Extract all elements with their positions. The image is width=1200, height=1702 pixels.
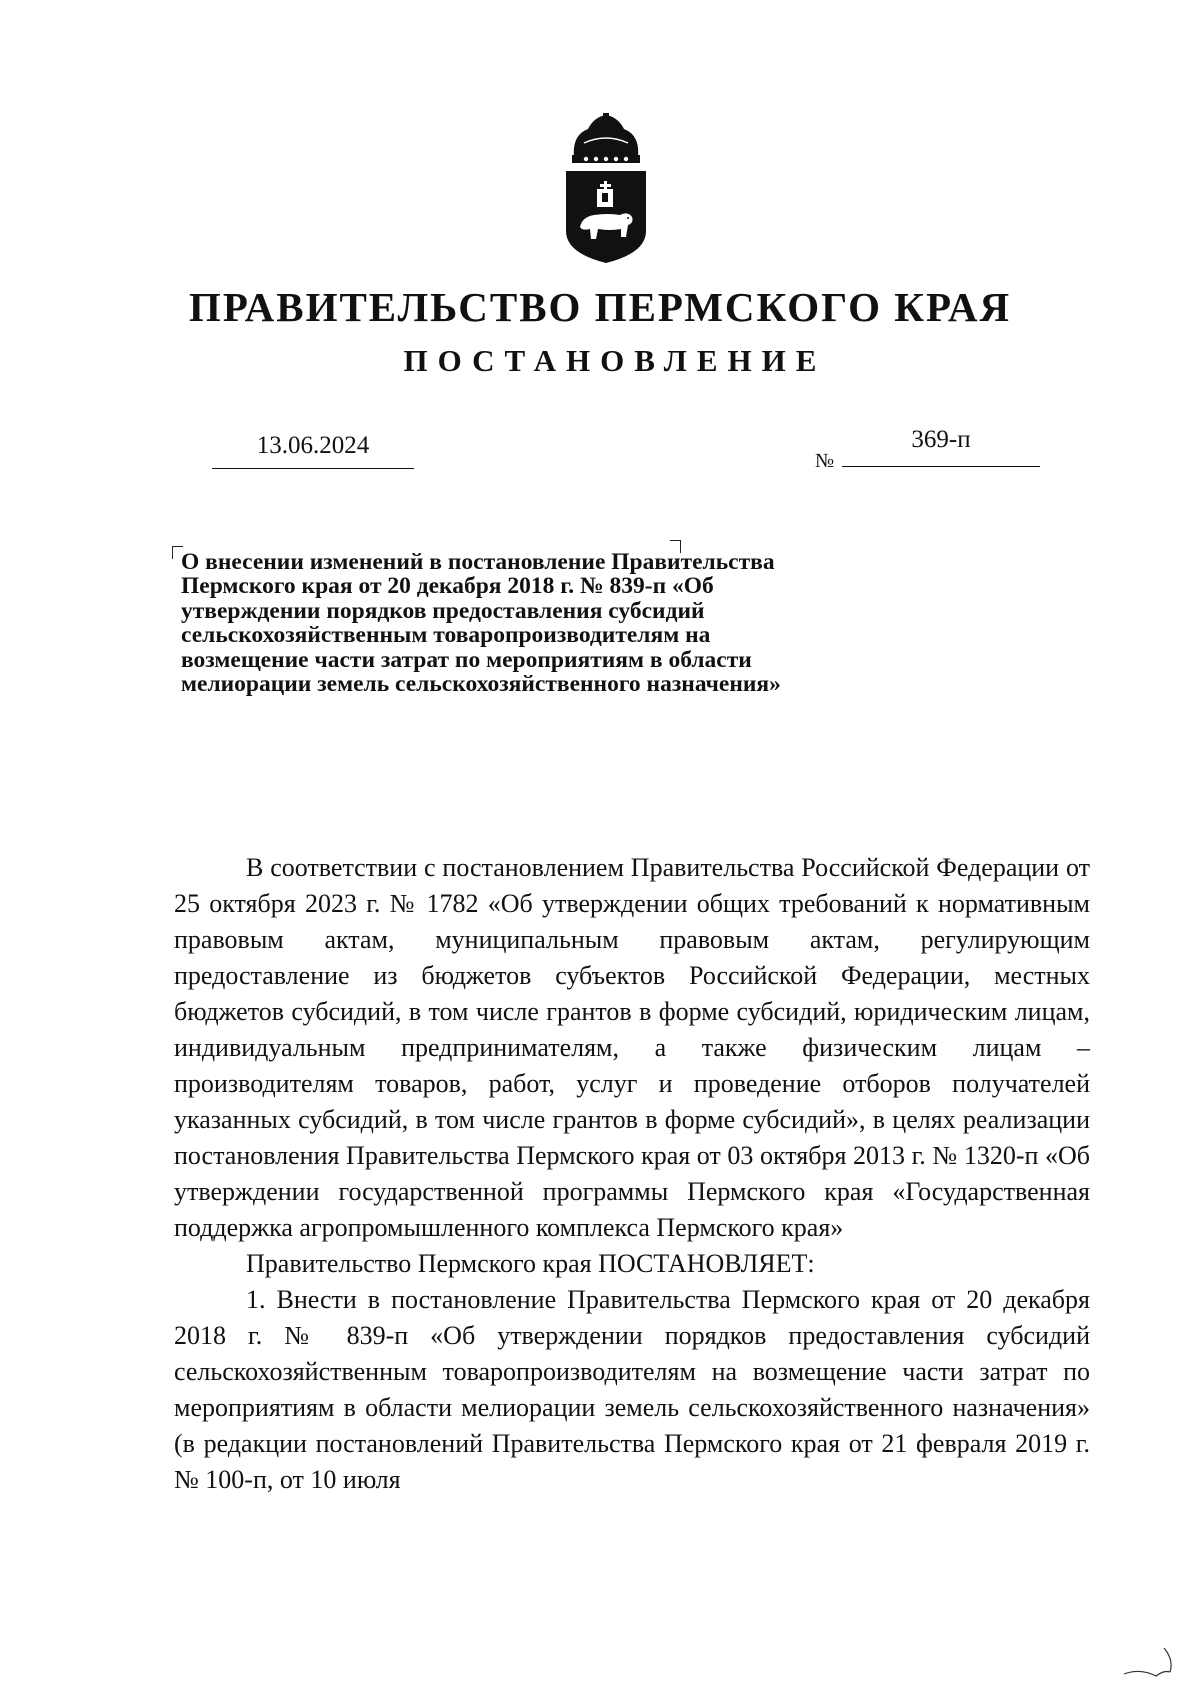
document-number: 369-п xyxy=(842,422,1040,467)
body-paragraph: Правительство Пермского края ПОСТАНОВЛЯЕТ: xyxy=(246,1249,815,1278)
number-label: № xyxy=(815,450,835,472)
body-paragraph: 1. Внести в постановление Правительства Пермского края от 20 декабря 2018 г. № 839-п «Об утверждении порядков предоставления субсидий сельскохозяйственным товаропроизводителям на возмещение части затрат по мероприятиям в области мелиорации земель сельскохозяйственного назначения» (в редакции постановлений Правительства Пермского края от 21 февраля 2019 г. № 100-п, от 10 июля xyxy=(174,1285,1090,1494)
document-body xyxy=(174,850,1090,1498)
scan-stroke-mark xyxy=(1120,1640,1190,1680)
body-paragraph: В соответствии с постановлением Правительства Российской Федерации от 25 октября 2023 г. № 1782 «Об утверждении общих требований к нормативным правовым актам, муниципальным правовым актам, регулирующим предоставление из бюджетов субъектов Российской Федерации, местных бюджетов субсидий, в том числе грантов в форме субсидий, юридическим лицам, индивидуальным предпринимателям, а также физическим лицам – производителям товаров, работ, услуг и проведение отборов получателей указанных субсидий, в том числе грантов в форме субсидий», в целях реализации постановления Правительства Пермского края от 03 октября 2013 г. № 1320-п «Об утверждении государственной программы Пермского края «Государственная поддержка агропромышленного комплекса Пермского края» xyxy=(174,853,1090,1242)
document-type: ПОСТАНОВЛЕНИЕ xyxy=(403,343,827,378)
document-subject: О внесении изменений в постановление Правительства Пермского края от 20 декабря 2018 г. № 839-п «Об утверждении порядков предоставления субсидий сельскохозяйственным товаропроизводителям на возмещение части затрат по мероприятиям в области мелиорации земель сельскохозяйственного назначения» xyxy=(181,549,781,698)
org-title: ПРАВИТЕЛЬСТВО ПЕРМСКОГО КРАЯ xyxy=(188,284,1012,330)
document-date: 13.06.2024 xyxy=(212,428,414,469)
perm-krai-coat-of-arms-icon xyxy=(564,113,648,265)
